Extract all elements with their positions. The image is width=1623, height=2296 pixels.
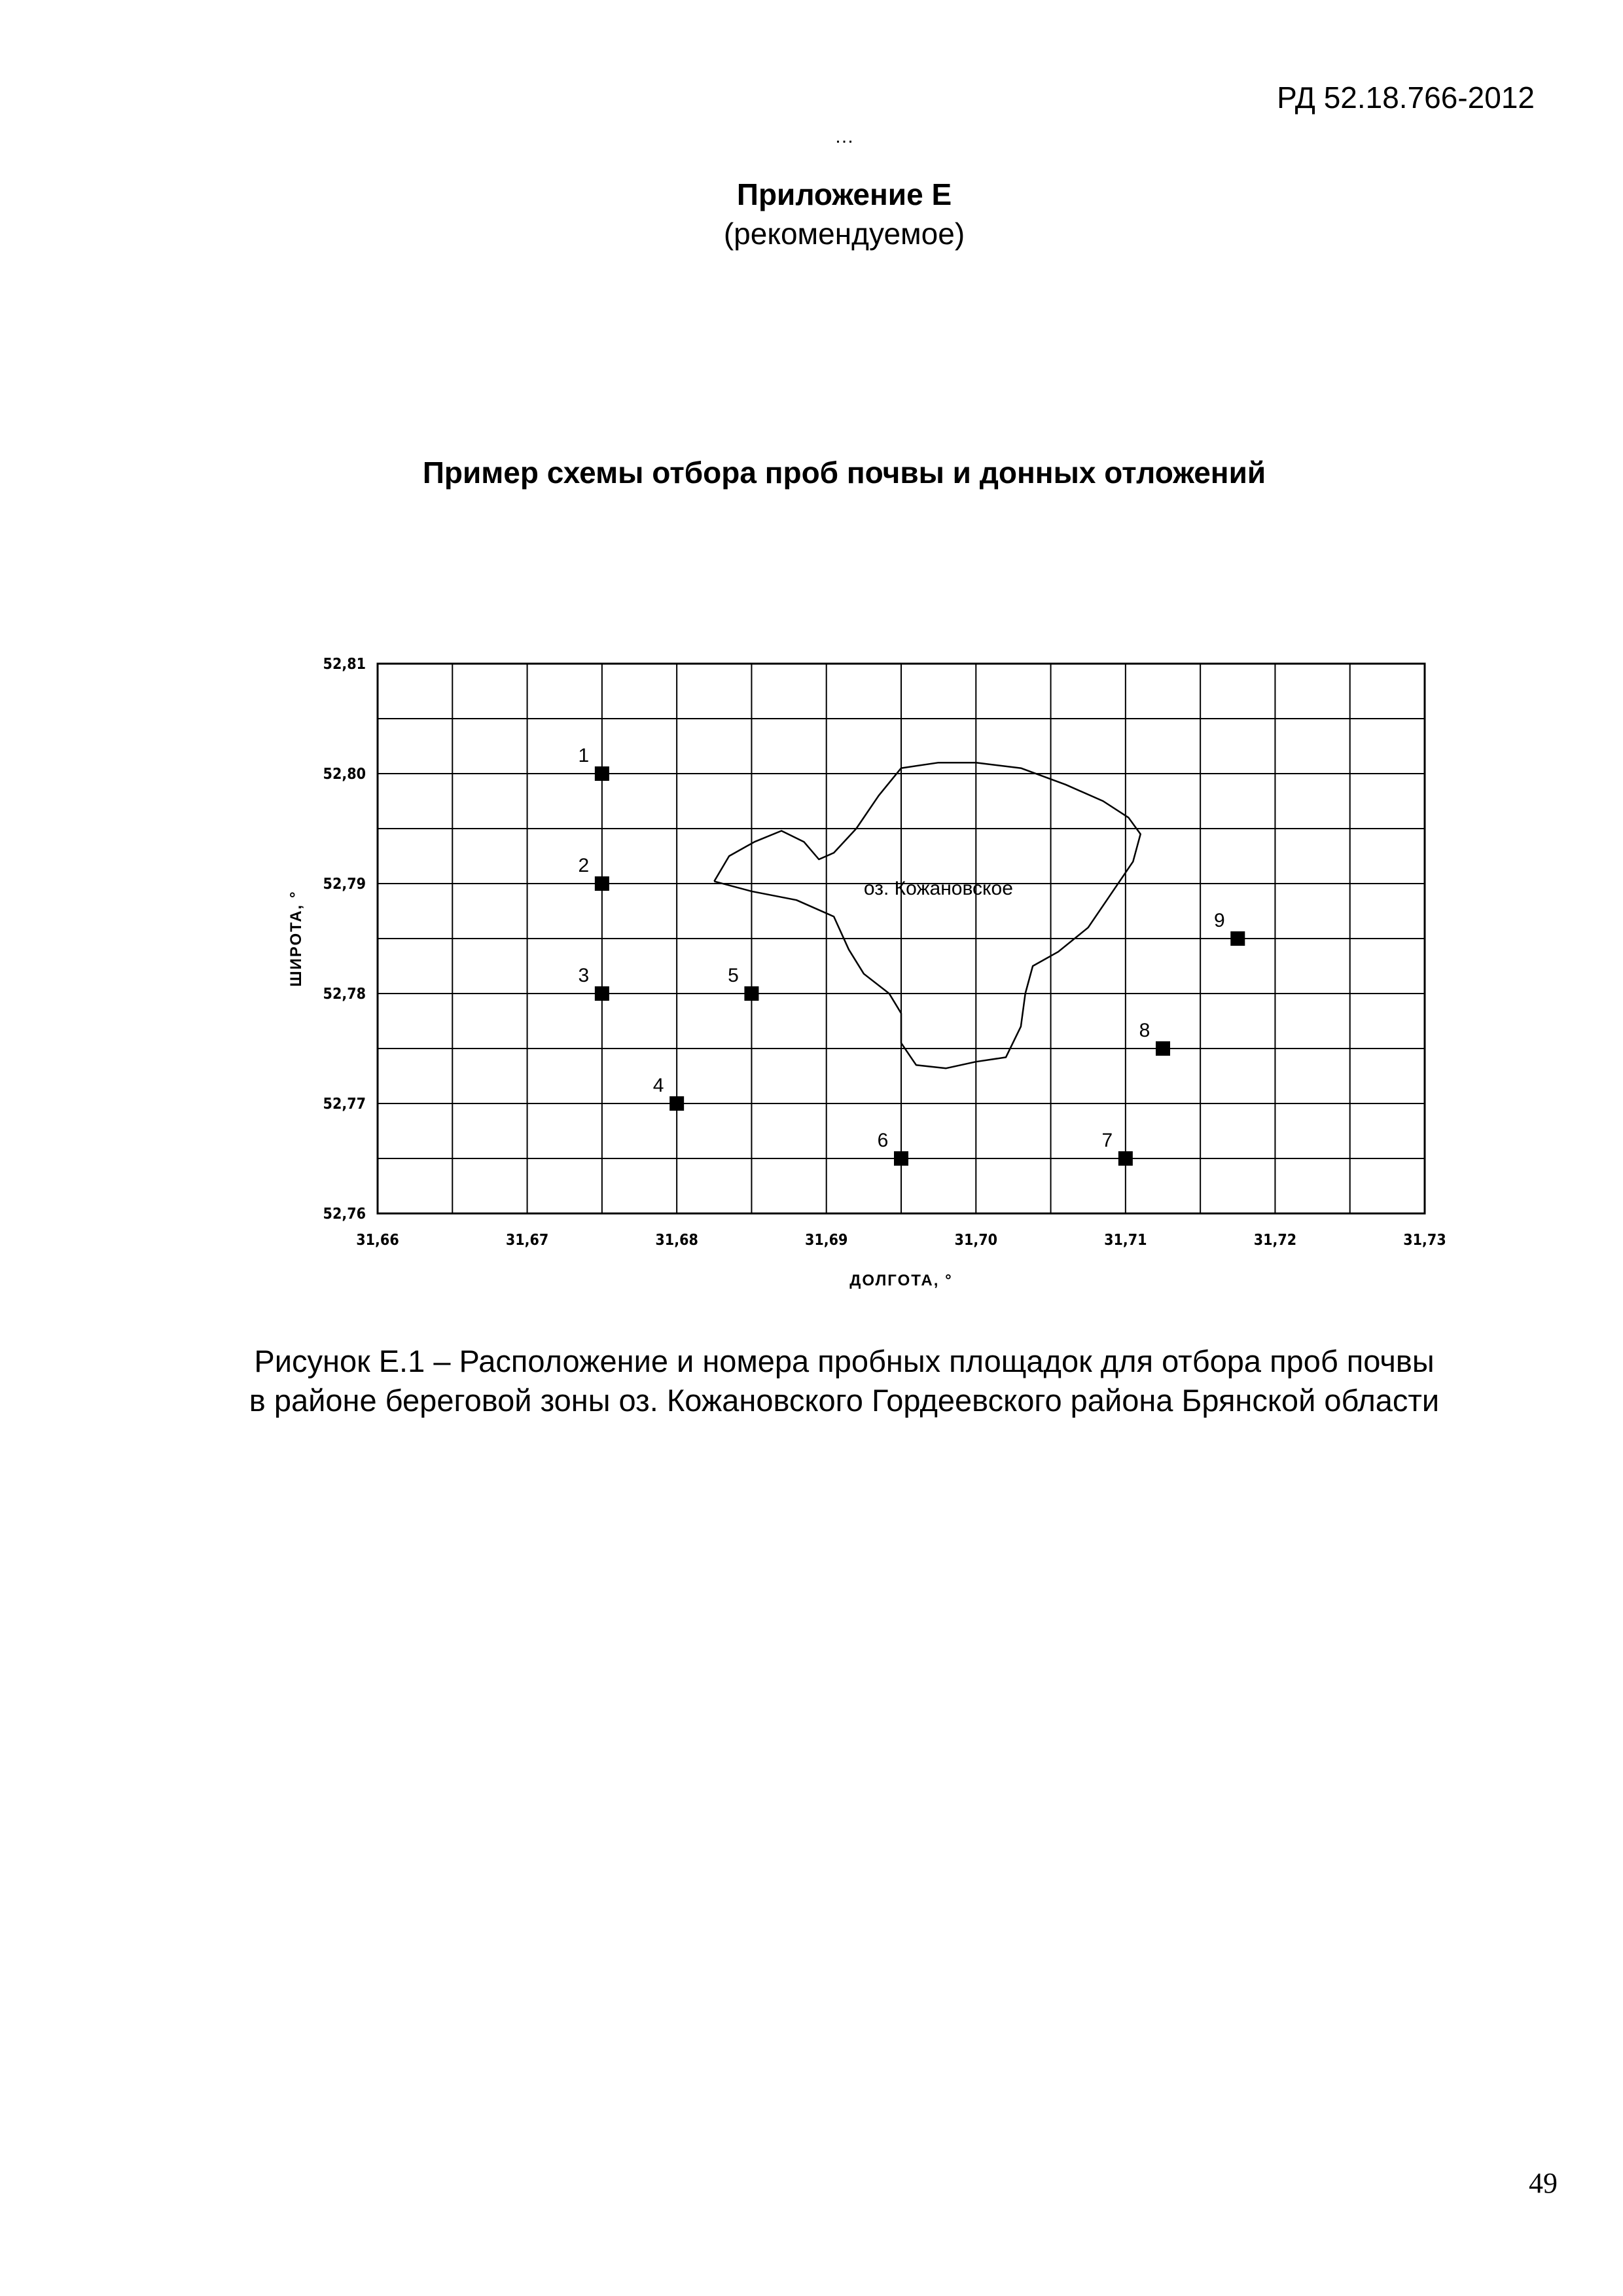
sample-point-3: [595, 986, 609, 1001]
y-tick-label: 52,79: [323, 876, 366, 893]
x-tick-label: 31,72: [1253, 1232, 1297, 1249]
sample-point-4: [669, 1096, 684, 1111]
sample-point-label-7: 7: [1101, 1130, 1113, 1151]
appendix-title: Приложение Е: [736, 177, 952, 211]
chart-svg: [262, 628, 1492, 1309]
lake-label: оз. Кожановское: [863, 877, 1013, 899]
y-axis-label: ШИРОТА, °: [287, 890, 305, 987]
grid: [378, 664, 1425, 1213]
y-tick-label: 52,76: [323, 1206, 366, 1223]
figure-caption-line-2: в районе береговой зоны оз. Кожановского Гордеевского района Брянской области: [249, 1383, 1440, 1418]
x-tick-label: 31,73: [1403, 1232, 1446, 1249]
sample-point-label-4: 4: [652, 1075, 664, 1096]
document-code: РД 52.18.766-2012: [1277, 81, 1535, 115]
sampling-chart: [262, 628, 1492, 1309]
sample-point-9: [1230, 931, 1245, 946]
page-number: 49: [1529, 2167, 1558, 2199]
scheme-title: Пример схемы отбора проб почвы и донных отложений: [422, 456, 1266, 490]
figure-caption: [0, 1342, 1623, 1420]
sample-point-7: [1118, 1151, 1133, 1166]
x-tick-label: 31,70: [954, 1232, 998, 1249]
sample-points: [579, 745, 1245, 1166]
sample-point-label-9: 9: [1213, 910, 1225, 931]
lake-outline: [714, 762, 1140, 1068]
y-tick-label: 52,81: [323, 656, 366, 673]
sample-point-label-6: 6: [877, 1130, 889, 1151]
x-tick-label: 31,71: [1104, 1232, 1147, 1249]
ellipsis: …: [834, 126, 854, 147]
sample-point-8: [1156, 1041, 1170, 1056]
lake: [714, 762, 1140, 1068]
sample-point-label-8: 8: [1139, 1020, 1150, 1041]
y-tick-label: 52,77: [323, 1096, 366, 1113]
sample-point-label-5: 5: [728, 965, 739, 986]
sample-point-5: [744, 986, 758, 1001]
sample-point-label-3: 3: [578, 965, 590, 986]
x-axis-label: ДОЛГОТА, °: [849, 1272, 953, 1289]
x-tick-label: 31,68: [655, 1232, 698, 1249]
y-tick-label: 52,78: [323, 986, 366, 1003]
x-tick-label: 31,67: [505, 1232, 549, 1249]
tick-labels: [323, 656, 1446, 1249]
x-tick-label: 31,69: [804, 1232, 848, 1249]
sample-point-6: [894, 1151, 908, 1166]
appendix-subtitle: (рекомендуемое): [723, 217, 965, 251]
sample-point-label-1: 1: [578, 745, 590, 766]
sample-point-2: [595, 876, 609, 891]
figure-caption-line-1: Рисунок Е.1 – Расположение и номера пробных площадок для отбора проб почвы: [254, 1344, 1435, 1378]
sample-point-1: [595, 766, 609, 781]
x-tick-label: 31,66: [356, 1232, 399, 1249]
sample-point-label-2: 2: [578, 855, 590, 876]
y-tick-label: 52,80: [323, 766, 366, 783]
